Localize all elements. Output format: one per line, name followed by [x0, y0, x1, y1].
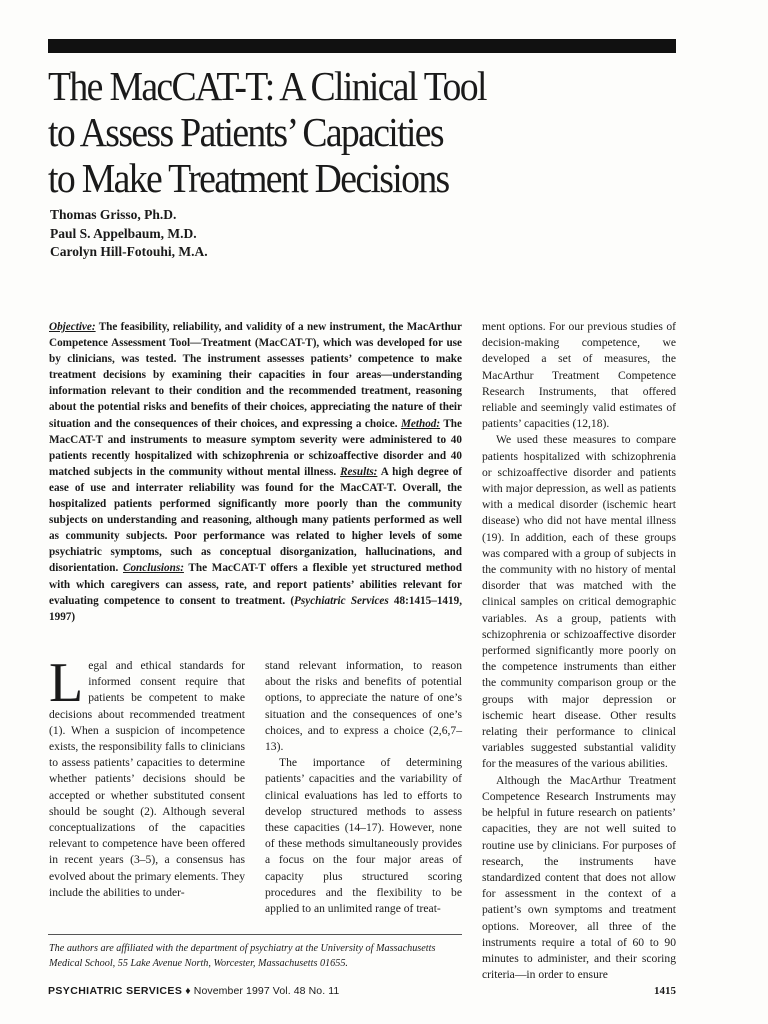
footnote-divider [48, 934, 462, 935]
title-line: to Assess Patients’ Capacities [48, 109, 443, 155]
author: Thomas Grisso, Ph.D. [50, 207, 177, 222]
body-paragraph: We used these measures to compare patients hospitalized with schizophrenia or schizoaffective disorder and patients with major depression, as well as patients with a medical disorder (ischemic heart disease) who did not have mental illness (19). In addition, each of these groups was compared with a group of subjects in the community with no history of mental disorder that was matched with the clinical samples on critical demographic variables. As a group, patients with schizophrenia or schizoaffective disorder performed significantly more poorly on the competence instruments than either the community comparison group or the groups with major depression or ischemic heart disease. Other results relating their performance to clinical variables suggested substantial validity for the measures of the various abilities. [482, 433, 676, 771]
author: Paul S. Appelbaum, M.D. [50, 225, 197, 241]
body-paragraph: ment options. For our previous studies of decision-making competence, we developed a set of measures, the MacArthur Treatment Competence Research Instruments, that offered reliable and seemingly valid estimates of patients’ capacities (12,18). [482, 320, 676, 431]
drop-cap: L [49, 652, 84, 714]
method-label: Method: [400, 417, 441, 430]
method-text: The MacCAT-T and instruments to measure symptom severity were administered to 40 patients recently hospitalized with schizophrenia or schizoaffective disorder and 40 matched subjects in the community without mental illness. [49, 417, 462, 478]
citation-journal: Psychiatric Services [294, 594, 389, 607]
objective-text: The feasibility, reliability, and validity of a new instrument, the MacArthur Competence Assessment Tool—Treatment (MacCAT-T), which was developed for use by clinicians, was tested. The instrument assesses patients’ competence to make treatment decisions by examining their capacities in four areas—understanding information relevant to their condition and the recommended treatment, reasoning about the potential risks and benefits of their choices, appreciating the nature of their situation and the consequences of their choices, and expressing a choice. [49, 321, 462, 430]
author-list [50, 206, 450, 262]
journal-name: PSYCHIATRIC SERVICES [48, 985, 183, 997]
page-number: 1415 [654, 985, 676, 997]
body-column-2 [265, 658, 462, 917]
results-text: A high degree of ease of use and interrater reliability was found for the MacCAT-T. Overall, the hospitalized patients performed significantly more poorly than the community subjects on understanding and reasoning, although many patients performed as well as community subjects. Poor performance was related to higher levels of some psychiatric symptoms, such as conceptual disorganization, hallucinations, and disorientation. [49, 465, 462, 575]
author: Carolyn Hill-Fotouhi, M.A. [50, 244, 208, 259]
body-text: egal and ethical standards for informed consent require that patients be competent to make decisions about recommended treatment (1). When a suspicion of incompetence exists, the responsibility falls to clinicians to assess patients’ capacities to determine whether patients’ decisions should be accepted or whether substituted consent should be sought (2). Although several conceptualizations of the capacities relevant to competence have been offered in recent years (3–5), a consensus has evolved about the primary elements. They include the abilities to under- [49, 659, 245, 899]
body-column-1 [49, 652, 245, 901]
article-title [48, 63, 526, 201]
body-paragraph [49, 652, 245, 901]
header-rule [48, 39, 676, 53]
results-label: Results: [340, 465, 378, 478]
page-footer [48, 985, 676, 1001]
objective-label: Objective: [49, 321, 96, 333]
footer-citation [48, 985, 339, 997]
issue-info: November 1997 Vol. 48 No. 11 [193, 985, 340, 997]
body-column-3 [482, 319, 676, 983]
body-paragraph: stand relevant information, to reason about the risks and benefits of potential options, to appreciate the nature of one’s situation and the consequences of one’s choices, and to express a choice (2,6,7–13). [265, 659, 462, 754]
title-line: The MacCAT-T: A Clinical Tool [48, 63, 486, 109]
citation-rest: 48:1415–1419, 1997) [49, 594, 462, 623]
title-line: to Make Treatment Decisions [48, 155, 449, 201]
affiliation-footnote: The authors are affiliated with the department of psychiatry at the University of Massachusetts Medical School, 55 Lake Avenue North, Worcester, Massachusetts 01655. [49, 943, 436, 969]
body-paragraph: The importance of determining patients’ capacities and the variability of clinical evaluations has led to efforts to develop structured methods to assess these capacities (14–17). However, none of these methods simultaneously provides a focus on the four major areas of capacity plus structured scoring procedures and the flexibility to be applied to an unlimited range of treat- [265, 756, 462, 916]
body-paragraph: Although the MacArthur Treatment Competence Research Instruments may be helpful in future research on patients’ capacities, they are not well suited to routine use by clinicians. For purposes of research, the instruments have standardized content that does not allow for assessment in the context of a patient’s own symptoms and treatment options. Moreover, all three of the instruments require a total of 60 to 90 minutes to administer, and their scoring criteria—in order to ensure [482, 773, 676, 982]
diamond-icon: ♦ [185, 985, 191, 997]
abstract [49, 319, 462, 625]
conclusions-text: The MacCAT-T offers a flexible yet structured method with which caregivers can assess, rate, and report patients’ abilities relevant for evaluating competence to consent to treatment. ( [49, 562, 462, 607]
conclusions-label: Conclusions: [123, 562, 184, 575]
